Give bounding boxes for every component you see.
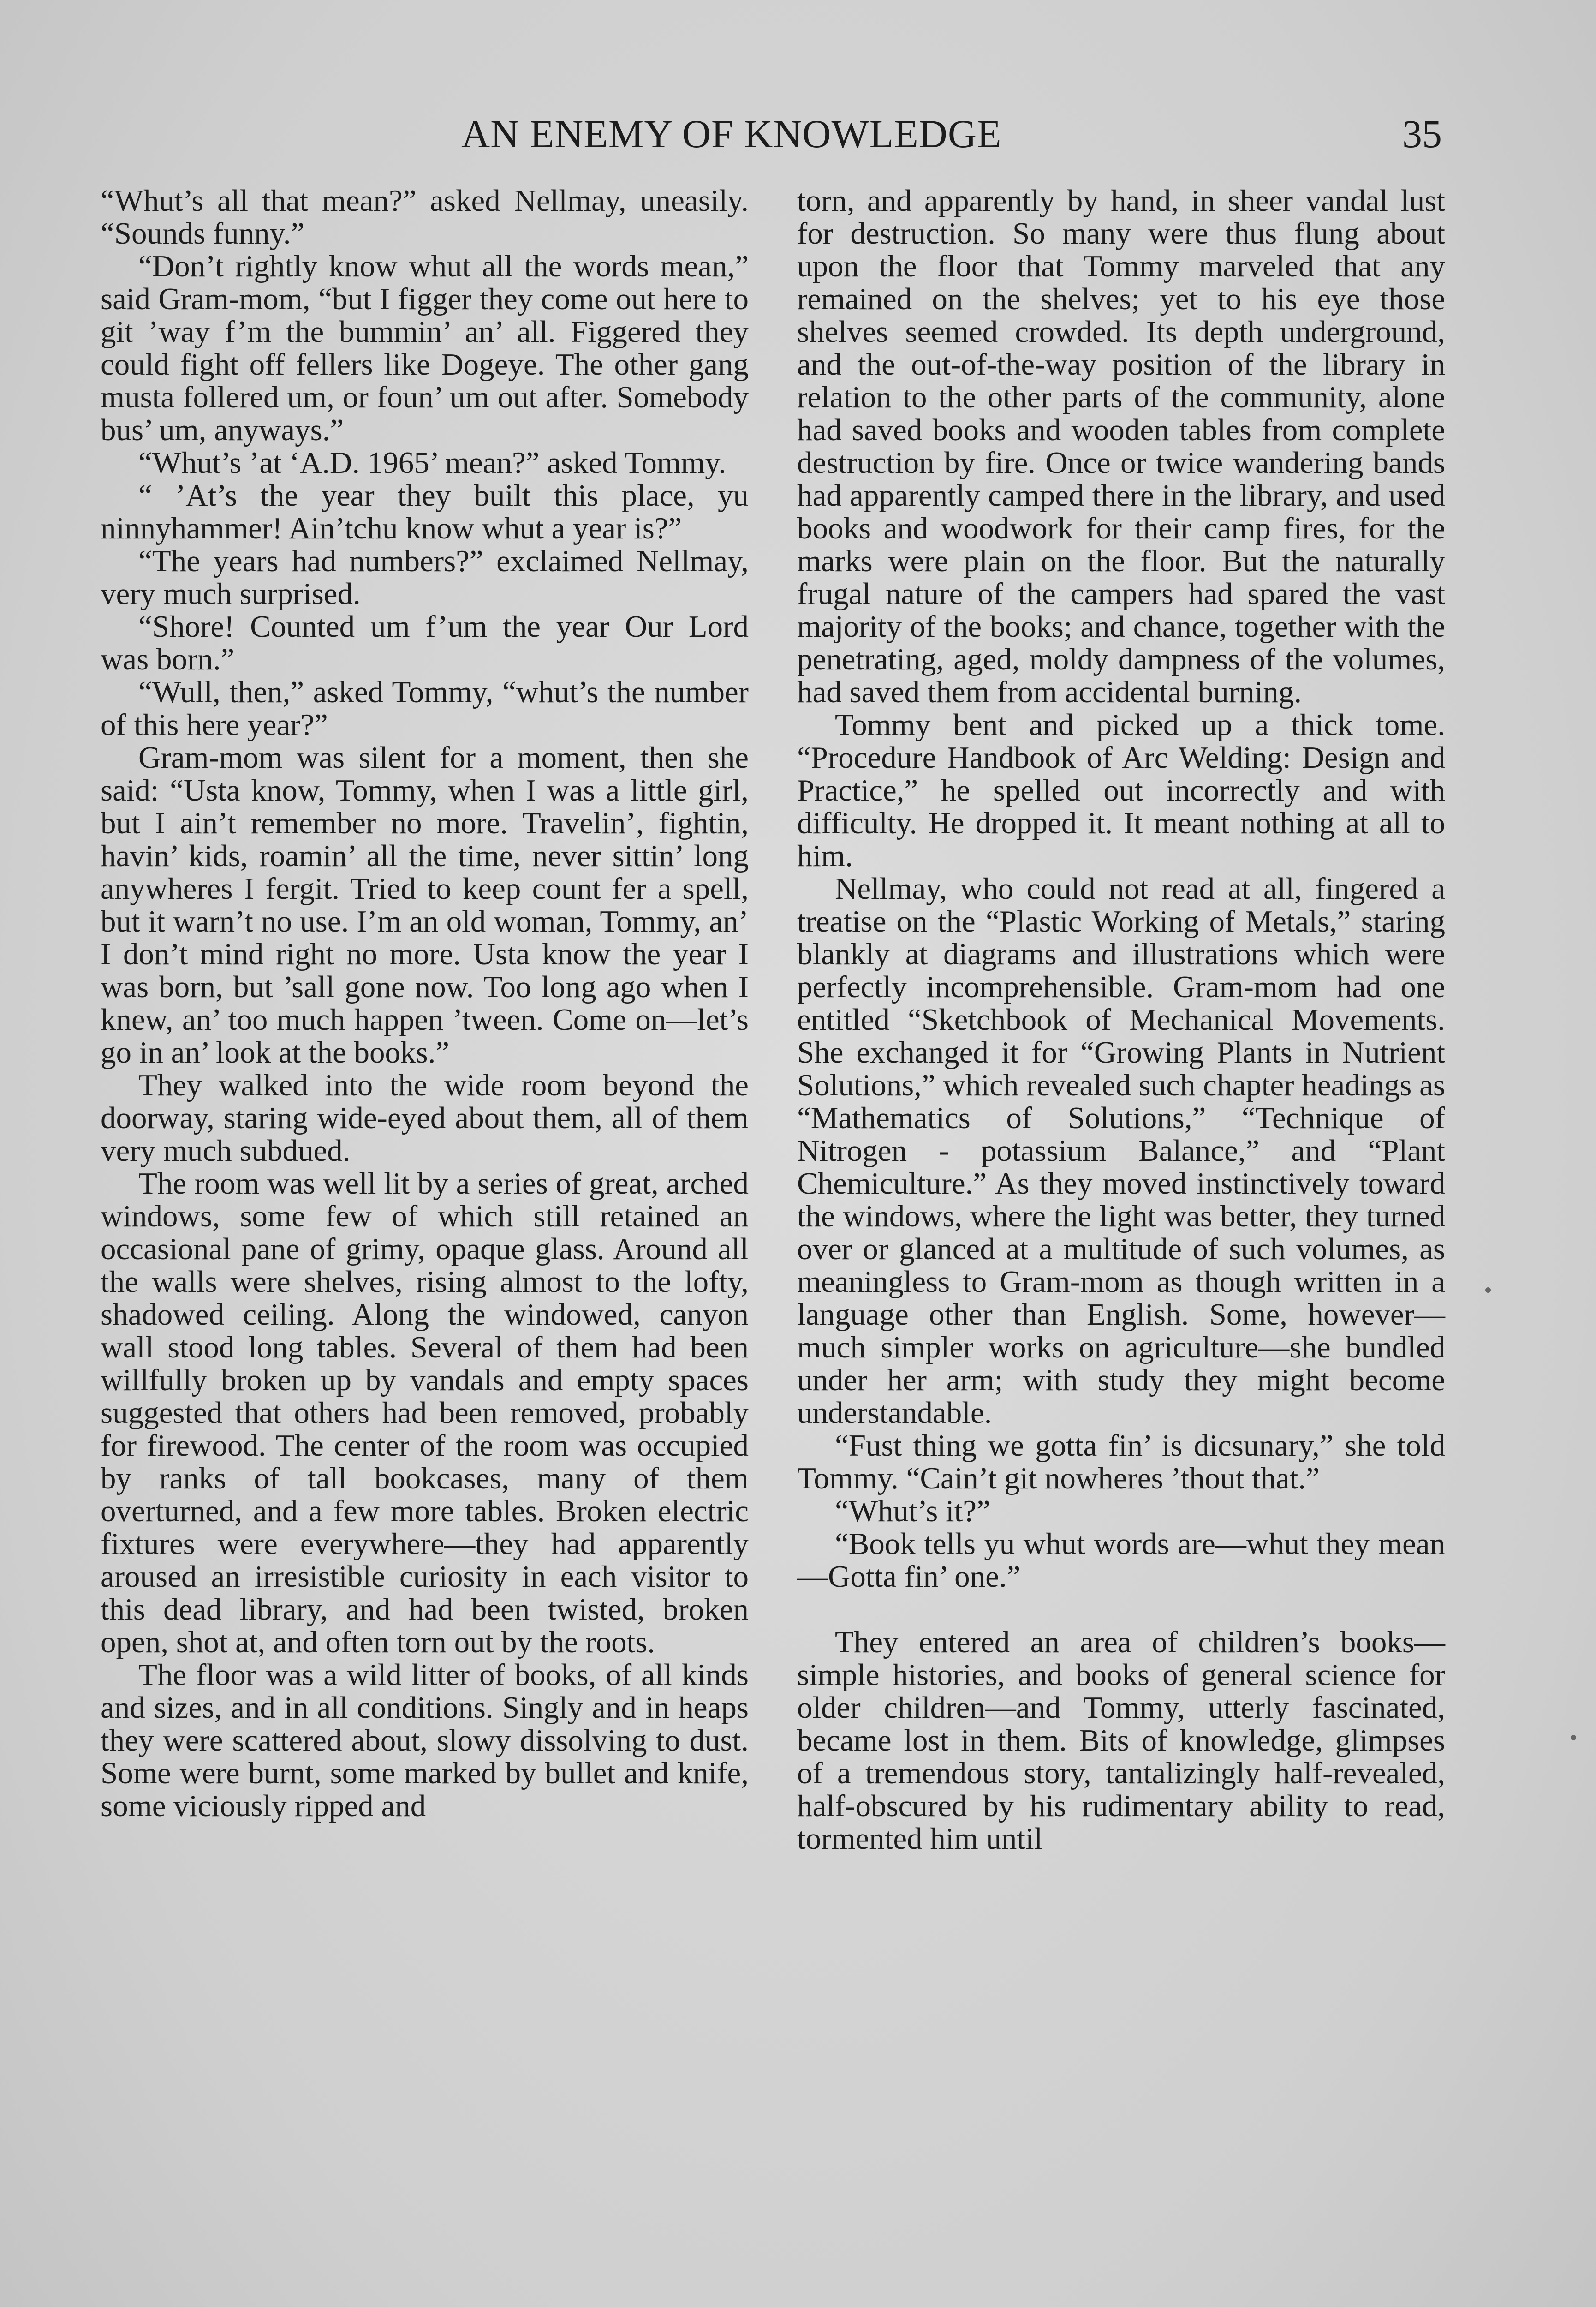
paragraph: They entered an area of children’s books—simple histories, and books of general science for older children—and Tommy, utterly fascinated, became lost in them. Bits of knowledge, glimpses of a tremendous story, tantalizingly half-revealed, half-obscured by his rudimentary ability to read, tormented him until [797,1625,1445,1856]
paragraph: Gram-mom was silent for a moment, then she said: “Usta know, Tommy, when I was a little girl, but I ain’t remember no more. Travelin’, fightin, havin’ kids, roamin’ all the time, never sittin’ long anywheres I fergit. Tried to keep count fer a spell, but it warn’t no use. I’m an old woman, Tommy, an’ I don’t mind right no more. Usta know the year I was born, but ’sall gone now. Too long ago when I knew, an’ too much happen ’tween. Come on—let’s go in an’ look at the books.” [101,741,749,1070]
paragraph: torn, and apparently by hand, in sheer vandal lust for destruction. So many were thus flung about upon the floor that Tommy marveled that any remained on the shelves; yet to his eye those shelves seemed crowded. Its depth underground, and the out-of-the-way position of the library in relation to the other parts of the community, alone had saved books and wooden tables from complete destruction by fire. Once or twice wandering bands had apparently camped there in the library, and used books and woodwork for their camp fires, for the marks were plain on the floor. But the naturally frugal nature of the campers had spared the vast majority of the books; and chance, together with the penetrating, aged, moldy dampness of the volumes, had saved them from accidental burning. [797,184,1445,709]
paragraph: They walked into the wide room beyond the doorway, staring wide-eyed about them, all of them very much subdued. [101,1068,749,1168]
paragraph: “Book tells yu whut words are—whut they mean—Gotta fin’ one.” [797,1527,1445,1594]
left-column [101,185,749,1823]
paragraph: Tommy bent and picked up a thick tome. “Procedure Handbook of Arc Welding: Design and Practice,” he spelled out incorrectly and with difficulty. He dropped it. It meant nothing at all to him. [797,708,1445,873]
paragraph: “Wull, then,” asked Tommy, “whut’s the number of this here year?” [101,675,749,742]
paragraph: “Whut’s it?” [835,1494,990,1528]
paragraph: Nellmay, who could not read at all, fingered a treatise on the “Plastic Working of Metals,” staring blankly at diagrams and illustrations which were perfectly incomprehensible. Gram-mom had one entitled “Sketchbook of Mechanical Movements. She exchanged it for “Growing Plants in Nutrient Solutions,” which revealed such chapter headings as “Mathematics of Solutions,” “Technique of Nitrogen - potassium Balance,” and “Plant Chemiculture.” As they moved instinctively toward the windows, where the light was better, they turned over or glanced at a multitude of such volumes, as meaningless to Gram-mom as though written in a language other than English. Some, however—much simpler works on agriculture—she bundled under her arm; with study they might become understandable. [797,872,1445,1430]
paragraph: The room was well lit by a series of great, arched windows, some few of which still retained an occasional pane of grimy, opaque glass. Around all the walls were shelves, rising almost to the lofty, shadowed ceiling. Along the windowed, canyon wall stood long tables. Several of them had been willfully broken up by vandals and empty spaces suggested that others had been removed, probably for firewood. The center of the room was occupied by ranks of tall bookcases, many of them overturned, and a few more tables. Broken electric fixtures were everywhere—they had apparently aroused an irresistible curiosity in each visitor to this dead library, and had been twisted, broken open, shot at, and often torn out by the roots. [101,1166,749,1659]
running-header [0,111,1596,161]
paragraph: “Whut’s all that mean?” asked Nellmay, uneasily. “Sounds funny.” [101,184,749,251]
margin-speck [1485,1287,1491,1293]
paragraph: “ ’At’s the year they built this place, yu ninnyhammer! Ain’tchu know whut a year is?” [101,478,749,545]
paragraph: “Whut’s ’at ‘A.D. 1965’ mean?” asked Tommy. [138,446,727,480]
paragraph: “Shore! Counted um f’um the year Our Lord was born.” [101,610,749,676]
right-column [797,185,1445,1855]
paragraph: “Fust thing we gotta fin’ is dicsunary,” she told Tommy. “Cain’t git nowheres ’thout that.” [797,1428,1445,1495]
paragraph: “Don’t rightly know whut all the words mean,” said Gram-mom, “but I figger they come out here to git ’way f’m the bummin’ an’ all. Figgered they could fight off fellers like Dogeye. The other gang musta follered um, or foun’ um out after. Somebody bus’ um, anyways.” [101,249,749,447]
running-title: AN ENEMY OF KNOWLEDGE [461,112,1002,156]
paragraph: “The years had numbers?” exclaimed Nellmay, very much surprised. [101,544,749,611]
page-number: 35 [1402,112,1442,156]
margin-speck [1571,1735,1576,1740]
paragraph: The floor was a wild litter of books, of all kinds and sizes, and in all conditions. Singly and in heaps they were scattered about, slowy dissolving to dust. Some were burnt, some marked by bullet and knife, some viciously ripped and [101,1658,749,1823]
